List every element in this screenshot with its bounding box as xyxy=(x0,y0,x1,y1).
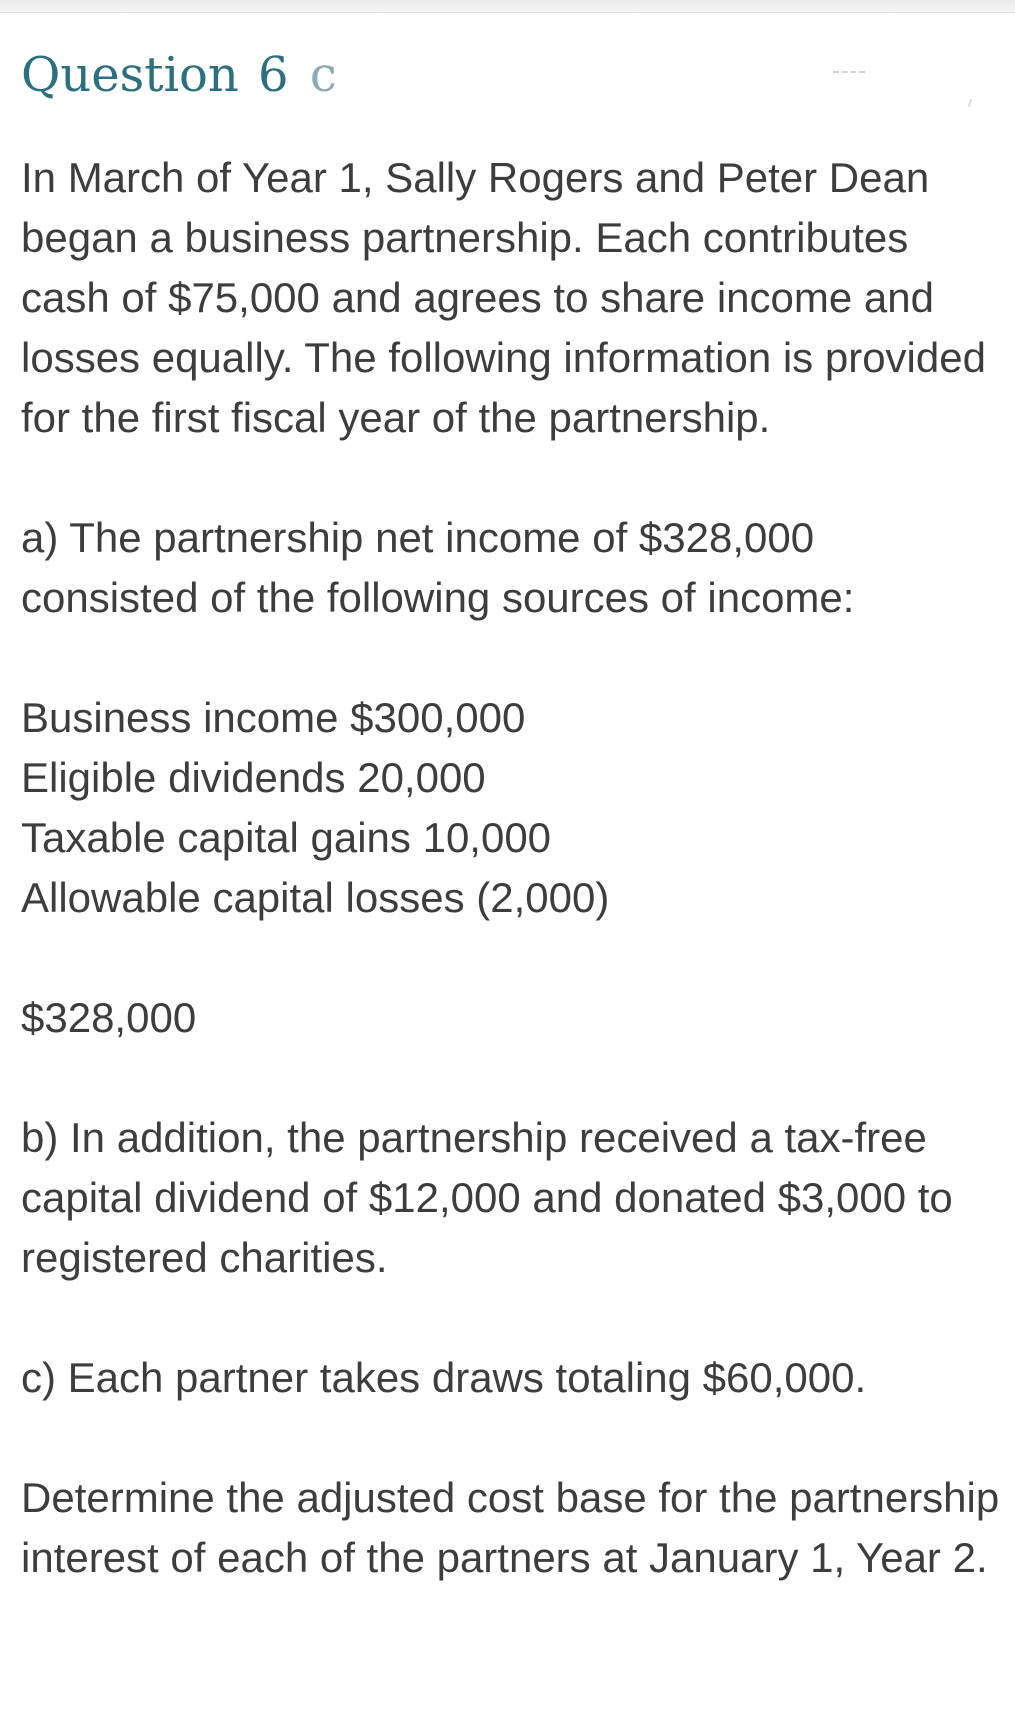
spacer xyxy=(21,448,1001,508)
spacer xyxy=(21,628,1001,688)
spacer xyxy=(21,1408,1001,1468)
income-item: Allowable capital losses (2,000) xyxy=(21,874,610,921)
intro-paragraph: In March of Year 1, Sally Rogers and Peter Dean began a business partnership. Each contributes cash of $75,000 and agrees to share income and losses equally. The following information is provided for the first fiscal year of the partnership. xyxy=(21,154,986,441)
question-header xyxy=(0,13,1015,113)
part-b-paragraph: b) In addition, the partnership received a tax-free capital dividend of $12,000 and donated $3,000 to registered charities. xyxy=(21,1114,953,1281)
question-body xyxy=(21,148,1001,1588)
part-a-paragraph: a) The partnership net income of $328,000 consisted of the following sources of income: xyxy=(21,514,855,621)
income-total: $328,000 xyxy=(21,994,197,1041)
spacer xyxy=(21,928,1001,988)
income-list xyxy=(21,688,1001,928)
question-label: Question xyxy=(21,47,239,103)
income-item: Eligible dividends 20,000 xyxy=(21,754,486,801)
question-title-truncated: c xyxy=(309,47,337,103)
faint-mark xyxy=(833,71,865,75)
spacer xyxy=(21,1288,1001,1348)
income-item: Taxable capital gains 10,000 xyxy=(21,814,552,861)
question-title xyxy=(21,47,337,103)
part-c-paragraph: c) Each partner takes draws totaling $60,000. xyxy=(21,1354,867,1401)
question-number: 6 xyxy=(258,47,289,103)
instruction-paragraph: Determine the adjusted cost base for the partnership interest of each of the partners at January 1, Year 2. xyxy=(21,1474,1000,1581)
top-bar xyxy=(0,0,1015,13)
spacer xyxy=(21,1048,1001,1108)
faint-tick xyxy=(968,99,973,107)
income-item: Business income $300,000 xyxy=(21,694,526,741)
